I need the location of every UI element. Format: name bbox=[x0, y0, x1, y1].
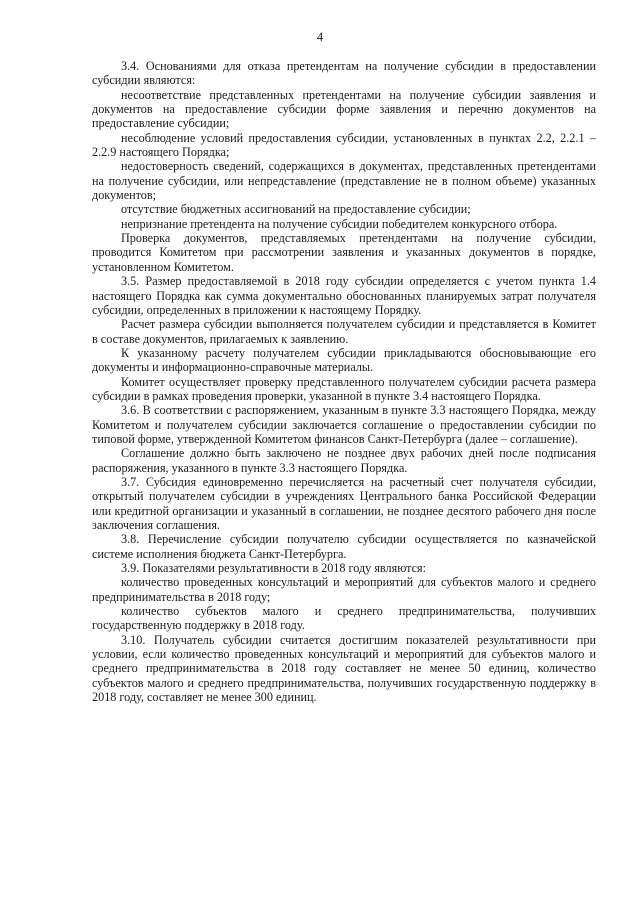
paragraph-3-5: 3.5. Размер предоставляемой в 2018 году субсидии определяется с учетом пункта 1.4 настоящего Порядка как сумма документально обоснованных планируемых затрат получателя субсидии, определенных в приложении к настоящему Порядку. bbox=[92, 274, 596, 317]
paragraph-3-10: 3.10. Получатель субсидии считается достигшим показателей результативности при условии, если количество проведенных консультаций и мероприятий для субъектов малого и среднего предпринимательства в 2018 году составляет не менее 50 единиц, количество субъектов малого и среднего предпринимательства, получивших государственную поддержку в 2018 году, составляет не менее 300 единиц. bbox=[92, 632, 596, 705]
paragraph-indicator-consultations: количество проведенных консультаций и мероприятий для субъектов малого и среднего предпринимательства в 2018 году; bbox=[92, 575, 596, 604]
paragraph-calculation-check: Комитет осуществляет проверку представленного получателем субсидии расчета размера субсидии в рамках проведения проверки, указанной в пункте 3.4 настоящего Порядка. bbox=[92, 374, 596, 403]
paragraph-refusal-reason-inaccuracy: недостоверность сведений, содержащихся в документах, представленных претендентами на получение субсидии, или непредставление (представление не в полном объеме) указанных документов; bbox=[92, 159, 596, 203]
document-body bbox=[92, 59, 596, 704]
paragraph-refusal-reason-nonconformity: несоответствие представленных претендентами на получение субсидии заявления и документов на предоставление субсидии форме заявления и перечню документов на предоставление субсидии; bbox=[92, 87, 596, 131]
paragraph-refusal-reason-not-winner: непризнание претендента на получение субсидии победителем конкурсного отбора. bbox=[121, 216, 558, 231]
paragraph-refusal-reason-conditions: несоблюдение условий предоставления субсидии, установленных в пунктах 2.2, 2.2.1 – 2.2.9 настоящего Порядка; bbox=[92, 130, 596, 160]
paragraph-3-9: 3.9. Показателями результативности в 2018 году являются: bbox=[121, 561, 427, 576]
paragraph-document-check: Проверка документов, представляемых претендентами на получение субсидии, проводится Комитетом при рассмотрении заявления и указанных документов в порядке, установленном Комитетом. bbox=[92, 231, 596, 274]
paragraph-3-4-heading: 3.4. Основаниями для отказа претендентам на получение субсидии в предоставлении субсидии являются: bbox=[92, 59, 596, 88]
paragraph-indicator-subjects: количество субъектов малого и среднего предпринимательства, получивших государственную поддержку в 2018 году. bbox=[92, 604, 596, 633]
paragraph-calculation-attachments: К указанному расчету получателем субсидии прикладываются обосновывающие его документы и информационно-справочные материалы. bbox=[92, 345, 596, 375]
paragraph-3-8: 3.8. Перечисление субсидии получателю субсидии осуществляется по казначейской системе исполнения бюджета Санкт-Петербурга. bbox=[92, 532, 596, 561]
paragraph-3-7: 3.7. Субсидия единовременно перечисляется на расчетный счет получателя субсидии, открытый получателем субсидии в учреждениях Центрального банка Российской Федерации или кредитной организации и указанный в соглашении, не позднее десятого рабочего дня после заключения соглашения. bbox=[92, 474, 596, 532]
paragraph-refusal-reason-no-budget: отсутствие бюджетных ассигнований на предоставление субсидии; bbox=[121, 202, 471, 217]
page-number: 4 bbox=[316, 30, 324, 44]
paragraph-calculation: Расчет размера субсидии выполняется получателем субсидии и представляется в Комитет в составе документов, прилагаемых к заявлению. bbox=[92, 317, 596, 346]
paragraph-agreement-deadline: Соглашение должно быть заключено не позднее двух рабочих дней после подписания распоряжения, указанного в пункте 3.3 настоящего Порядка. bbox=[92, 446, 596, 475]
paragraph-3-6: 3.6. В соответствии с распоряжением, указанным в пункте 3.3 настоящего Порядка, между Комитетом и получателем субсидии заключается соглашение о предоставлении субсидии по типовой форме, утвержденной Комитетом финансов Санкт-Петербурга (далее – соглашение). bbox=[92, 403, 596, 446]
